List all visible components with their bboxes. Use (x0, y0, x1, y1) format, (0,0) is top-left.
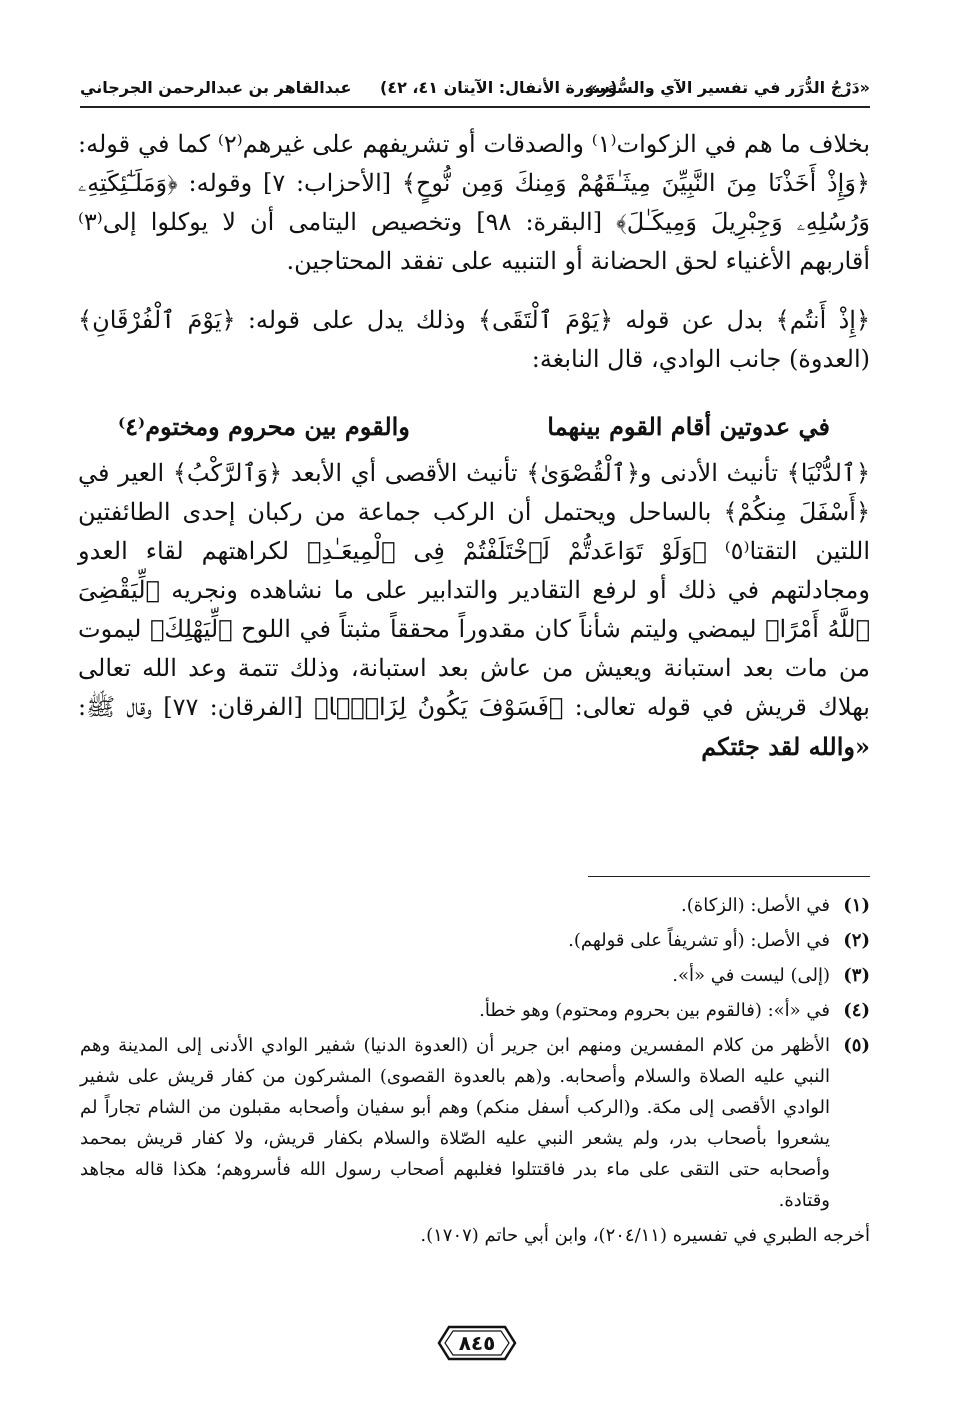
footnote-number: (٥) (843, 1035, 870, 1056)
footnote-number: (١) (843, 895, 870, 916)
footnotes (80, 890, 870, 1251)
book-title: «دَرْجُ الدُّرَر في تفسير الآي والسُّوَر» (587, 78, 870, 97)
footnote-number: (٢) (843, 930, 870, 951)
footnote-rule (588, 876, 870, 877)
surah-info: (سورة الأنفال: الآيتان ٤١، ٤٢) (380, 78, 618, 97)
running-header (80, 72, 870, 102)
poem-hemistich-first: في عدوتين أقام القوم بينهما (547, 412, 830, 441)
footnote-number: (٤) (843, 1000, 870, 1021)
paragraph-3 (78, 454, 870, 767)
footnote-text: (إلى) ليست في «أ». (672, 965, 830, 986)
author-name: عبدالقاهر بن عبدالرحمن الجرجاني (80, 78, 352, 97)
footnote-5 (80, 1030, 870, 1216)
paragraph-2: ﴿إِذْ أَنتُم﴾ بدل عن قوله ﴿يَوْمَ ٱلْتَقَى﴾ وذلك يدل على قوله: ﴿يَوْمَ ٱلْفُرْقَانِ﴾ (العدوة) جانب الوادي، قال النابغة: (78, 306, 870, 373)
footnote-number: (٣) (843, 965, 870, 986)
footnote-text: في الأصل: (أو تشريفاً على قولهم). (568, 930, 830, 951)
footnote-text: في «أ»: (فالقوم بين بحروم ومحتوم) وهو خطأ. (479, 1000, 830, 1021)
hadith-start: «والله لقد جئتكم (701, 732, 870, 761)
header-rule (80, 106, 870, 108)
poem-verse (118, 407, 830, 446)
page-number-ornament (437, 1323, 517, 1363)
footnote-3 (80, 960, 870, 991)
page-number: ٨٤٥ (458, 1331, 496, 1355)
main-text (78, 125, 870, 767)
footnote-2 (80, 925, 870, 956)
paragraph-1: بخلاف ما هم في الزكوات⁽١⁾ والصدقات أو تشريفهم على غيرهم⁽٢⁾ كما في قوله: ﴿وَإِذْ أَخَذْنَا مِنَ النَّبِيِّنَ مِيثَـٰقَهُمْ وَمِنكَ وَمِن نُّوحٍ﴾ [الأحزاب: ٧] وقوله: ﴿وَمَلَـٰٓئِكَتِهِۦ وَرُسُلِهِۦ وَجِبْرِيلَ وَمِيكَـٰلَ﴾ [البقرة: ٩٨] وتخصيص اليتامى أن لا يوكلوا إلى⁽٣⁾ أقاربهم الأغنياء لحق الحضانة أو التنبيه على تفقد المحتاجين. (78, 130, 871, 275)
poem-hemistich-second: والقوم بين محروم ومختوم⁽٤⁾ (118, 412, 410, 441)
footnote-4 (80, 995, 870, 1026)
footnote-1 (80, 890, 870, 921)
footnote-citation: أخرجه الطبري في تفسيره (٢٠٤/١١)، وابن أبي حاتم (١٧٠٧). (420, 1225, 870, 1246)
paragraph-3-text: ﴿ٱلدُّنْيَا﴾ تأنيث الأدنى و﴿ٱلْقُصْوَىٰ﴾ تأنيث الأقصى أي الأبعد ﴿وَٱلرَّكْبُ﴾ العير في ﴿أَسْفَلَ مِنكُمْ﴾ بالساحل ويحتمل أن الركب جماعة من ركبان إحدى الطائفتين اللتين التقتا⁽٥⁾ ﴿وَلَوْ تَوَاعَدتُّمْ لَٱخْتَلَفْتُمْ فِى ٱلْمِيعَـٰدِ﴾ لكراهتهم لقاء العدو ومجادلتهم في ذلك أو لرفع التقادير والتدابير على ما نشاهده ونجريه ﴿لِّيَقْضِىَ ٱللَّهُ أَمْرًا﴾ ليمضي وليتم شأناً كان مقدوراً محققاً مثبتاً في اللوح ﴿لِّيَهْلِكَ﴾ ليموت من مات بعد استبانة ويعيش من عاش بعد استبانة، وذلك تتمة وعد الله تعالى بهلاك قريش في قوله تعالى: ﴿فَسَوْفَ يَكُونُ لِزَامًۢا﴾ [الفرقان: ٧٧] وقال ﷺ: (78, 459, 871, 721)
footnote-text: في الأصل: (الزكاة). (681, 895, 830, 916)
footnote-text: الأظهر من كلام المفسرين ومنهم ابن جرير أن (العدوة الدنيا) شفير الوادي الأدنى إلى المدينة وهم النبي عليه الصلاة والسلام وأصحابه. و(هم بالعدوة القصوى) المشركون من كفار قريش على شفير الوادي الأقصى إلى مكة. و(الركب أسفل منكم) وهم أبو سفيان وأصحابه مقبلون من الشام تجاراً لم يشعروا بأصحاب بدر، ولم يشعر النبي عليه الصّلاة والسلام بكفار قريش، ولا كفار قريش بمحمد وأصحابه حتى التقى على ماء بدر فاقتتلوا فغلبهم أصحاب رسول الله فأسروهم؛ هكذا قاله مجاهد وقتادة. (80, 1035, 830, 1211)
